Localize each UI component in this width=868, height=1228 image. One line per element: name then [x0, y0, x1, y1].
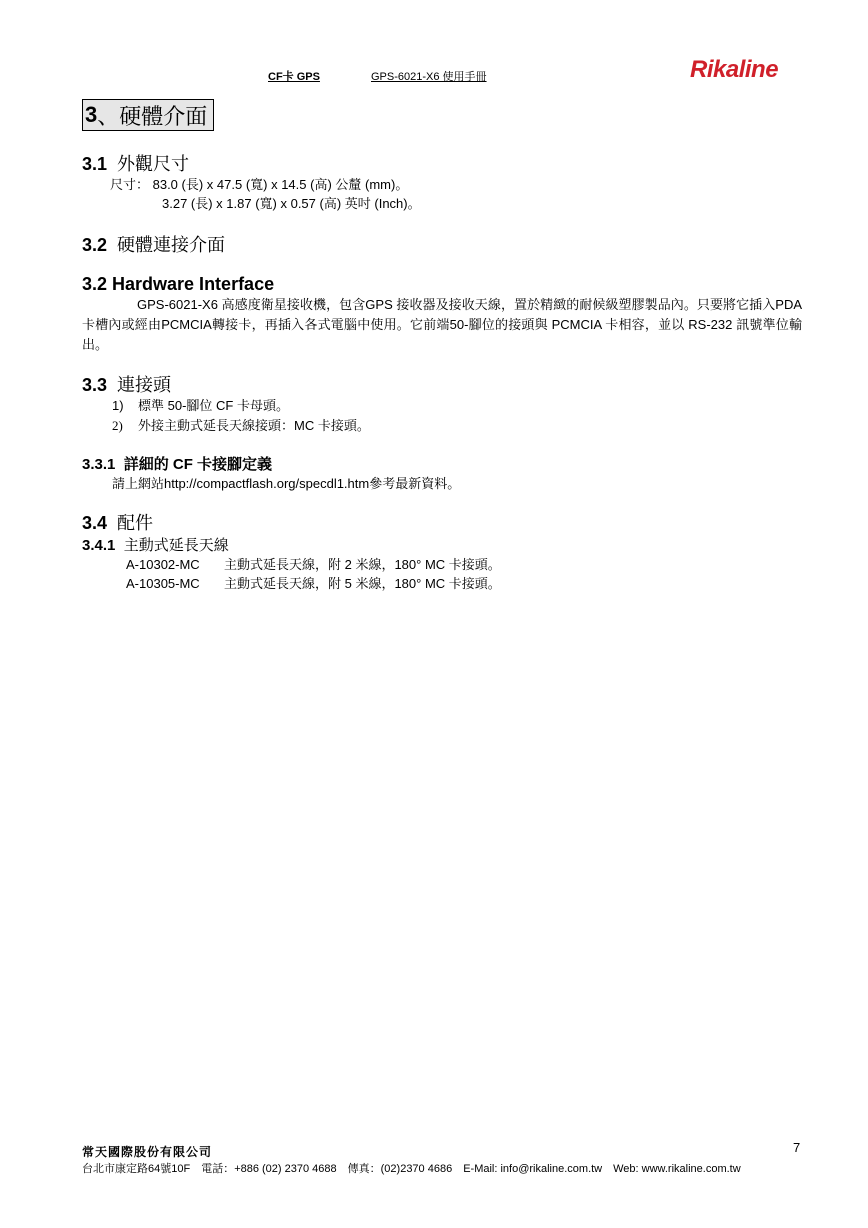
header-product: CF卡 GPS	[268, 71, 320, 83]
section-number: 3.4	[82, 513, 108, 533]
accessory-description: 主動式延長天線，附 5 米線，180° MC 卡接頭。	[224, 576, 501, 591]
section-title: 外觀尺寸	[117, 154, 190, 174]
list-item-text: 外接主動式延長天線接頭：MC 卡接頭。	[138, 418, 370, 433]
list-item-number: 2)	[112, 418, 123, 433]
brand-logo: Rikaline	[690, 56, 779, 83]
page-number: 7	[793, 1140, 801, 1155]
footer-company: 常天國際股份有限公司	[82, 1145, 213, 1159]
section-number: 3.3.1	[82, 456, 116, 473]
dimensions-metric: 尺寸： 83.0 (長) x 47.5 (寬) x 14.5 (高) 公釐 (mm)。	[110, 177, 409, 192]
section-3-3-1-heading	[82, 453, 272, 474]
list-item	[112, 416, 370, 436]
chapter-title	[82, 99, 214, 131]
section-3-3-heading	[82, 371, 171, 397]
chapter-number: 3	[85, 102, 98, 127]
section-title: 主動式延長天線	[123, 537, 229, 554]
footer-contact-info: 台北市康定路64號10F 電話：+886 (02) 2370 4688 傳真：(02)2370 4686 E-Mail: info@rikaline.com.tw Web: www.rikaline.com.tw	[82, 1163, 741, 1175]
section-3-2-english-heading: 3.2 Hardware Interface	[82, 274, 275, 294]
section-3-4-1-heading	[82, 534, 229, 555]
paragraph-text: GPS-6021-X6 高感度衛星接收機，包含GPS 接收器及接收天線，置於精緻的耐候級塑膠製品內。只要將它插入PDA卡槽內或經由PCMCIA轉接卡，再插入各式電腦中使用。它前端50-腳位的接頭與 PCMCIA 卡相容，並以 RS-232 訊號準位輸出。	[82, 297, 802, 352]
section-3-4-heading	[82, 509, 153, 535]
chapter-title-text: 、硬體介面	[97, 103, 208, 129]
section-number: 3.2	[82, 235, 108, 255]
section-title: 連接頭	[117, 375, 172, 395]
section-3-1-heading	[82, 150, 189, 176]
dimensions-imperial: 3.27 (長) x 1.87 (寬) x 0.57 (高) 英吋 (Inch)。	[162, 196, 421, 211]
section-title: 詳細的 CF 卡接腳定義	[123, 456, 273, 473]
accessory-code: A-10302-MC	[126, 557, 200, 572]
hardware-interface-paragraph	[82, 295, 802, 355]
list-item	[112, 396, 289, 416]
accessory-item	[126, 555, 501, 575]
accessory-code: A-10305-MC	[126, 576, 200, 591]
section-title: 硬體連接介面	[117, 235, 226, 255]
section-number: 3.1	[82, 154, 108, 174]
spec-reference-text: 請上網站http://compactflash.org/specdl1.htm參考最新資料。	[112, 476, 461, 491]
header-manual-title: GPS-6021-X6 使用手冊	[371, 71, 487, 83]
section-number: 3.4.1	[82, 537, 116, 554]
accessory-description: 主動式延長天線，附 2 米線，180° MC 卡接頭。	[224, 557, 501, 572]
section-3-2-heading	[82, 231, 225, 257]
list-item-number: 1)	[112, 398, 124, 413]
section-title: 配件	[117, 513, 154, 533]
section-number: 3.3	[82, 375, 108, 395]
accessory-item	[126, 574, 501, 594]
list-item-text: 標準 50-腳位 CF 卡母頭。	[138, 398, 289, 413]
